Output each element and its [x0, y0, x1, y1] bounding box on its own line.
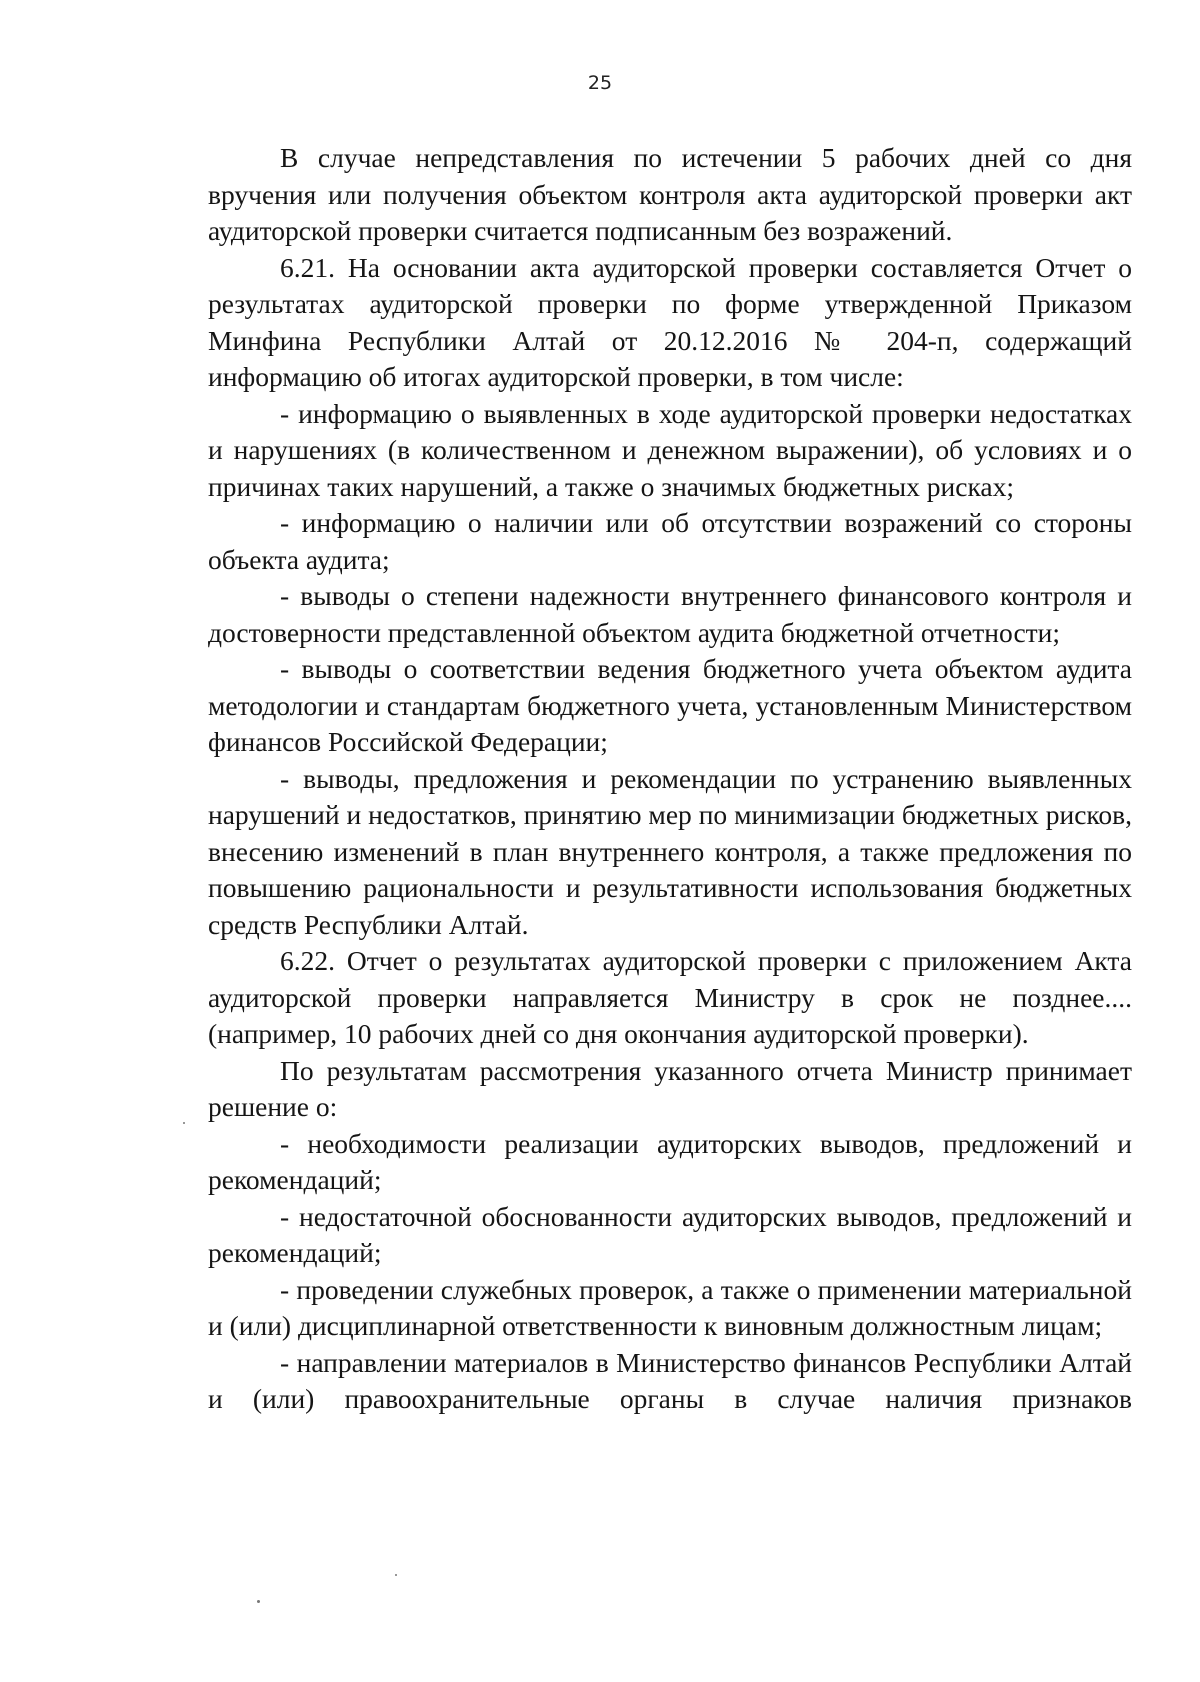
document-body	[208, 140, 1132, 1418]
scan-speck	[395, 1574, 397, 1576]
list-item-implementation: - необходимости реализации аудиторских выводов, предложений и рекомендаций;	[208, 1127, 1132, 1195]
paragraph-unsigned-act: В случае непредставления по истечении 5 рабочих дней со дня вручения или получения объектом контроля акта аудиторской проверки акт аудиторской проверки считается подписанным без возражений.	[208, 142, 1132, 246]
list-item-referral: - направлении материалов в Министерство финансов Республики Алтай и (или) правоохранительные органы в случае наличия признаков	[208, 1346, 1132, 1414]
paragraph-6-22: 6.22. Отчет о результатах аудиторской проверки с приложением Акта аудиторской проверки направляется Министру в срок не позднее.... (например, 10 рабочих дней со дня окончания аудиторской проверки).	[208, 945, 1132, 1049]
list-item-internal-investigations: - проведении служебных проверок, а также о применении материальной и (или) дисциплинарной ответственности к виновным должностным лицам;	[208, 1273, 1132, 1341]
list-item-insufficient-grounds: - недостаточной обоснованности аудиторских выводов, предложений и рекомендаций;	[208, 1200, 1132, 1268]
scan-speck	[183, 1122, 185, 1124]
paragraph-6-21: 6.21. На основании акта аудиторской проверки составляется Отчет о результатах аудиторской проверки по форме утвержденной Приказом Минфина Республики Алтай от 20.12.2016 № 204-п, содержащий информацию об итогах аудиторской проверки, в том числе:	[208, 251, 1132, 392]
list-item-deficiencies: - информацию о выявленных в ходе аудиторской проверки недостатках и нарушениях (в количественном и денежном выражении), об условиях и о причинах таких нарушений, а также о значимых бюджетных рисках;	[208, 397, 1132, 502]
paragraph-minister-decision: По результатам рассмотрения указанного отчета Министр принимает решение о:	[208, 1054, 1132, 1122]
list-item-objections: - информацию о наличии или об отсутствии возражений со стороны объекта аудита;	[208, 507, 1132, 575]
list-item-recommendations: - выводы, предложения и рекомендации по устранению выявленных нарушений и недостатков, принятию мер по минимизации бюджетных рисков, внесению изменений в план внутреннего контроля, а также предложения по повышению рациональности и результативности использования бюджетных средств Республики Алтай.	[208, 762, 1132, 940]
list-item-accounting-conclusions: - выводы о соответствии ведения бюджетного учета объектом аудита методологии и стандартам бюджетного учета, установленным Министерством финансов Российской Федерации;	[208, 653, 1132, 757]
scan-speck	[257, 1600, 260, 1603]
list-item-reliability-conclusions: - выводы о степени надежности внутреннего финансового контроля и достоверности представленной объектом аудита бюджетной отчетности;	[208, 580, 1132, 648]
page-number: 25	[587, 72, 613, 94]
